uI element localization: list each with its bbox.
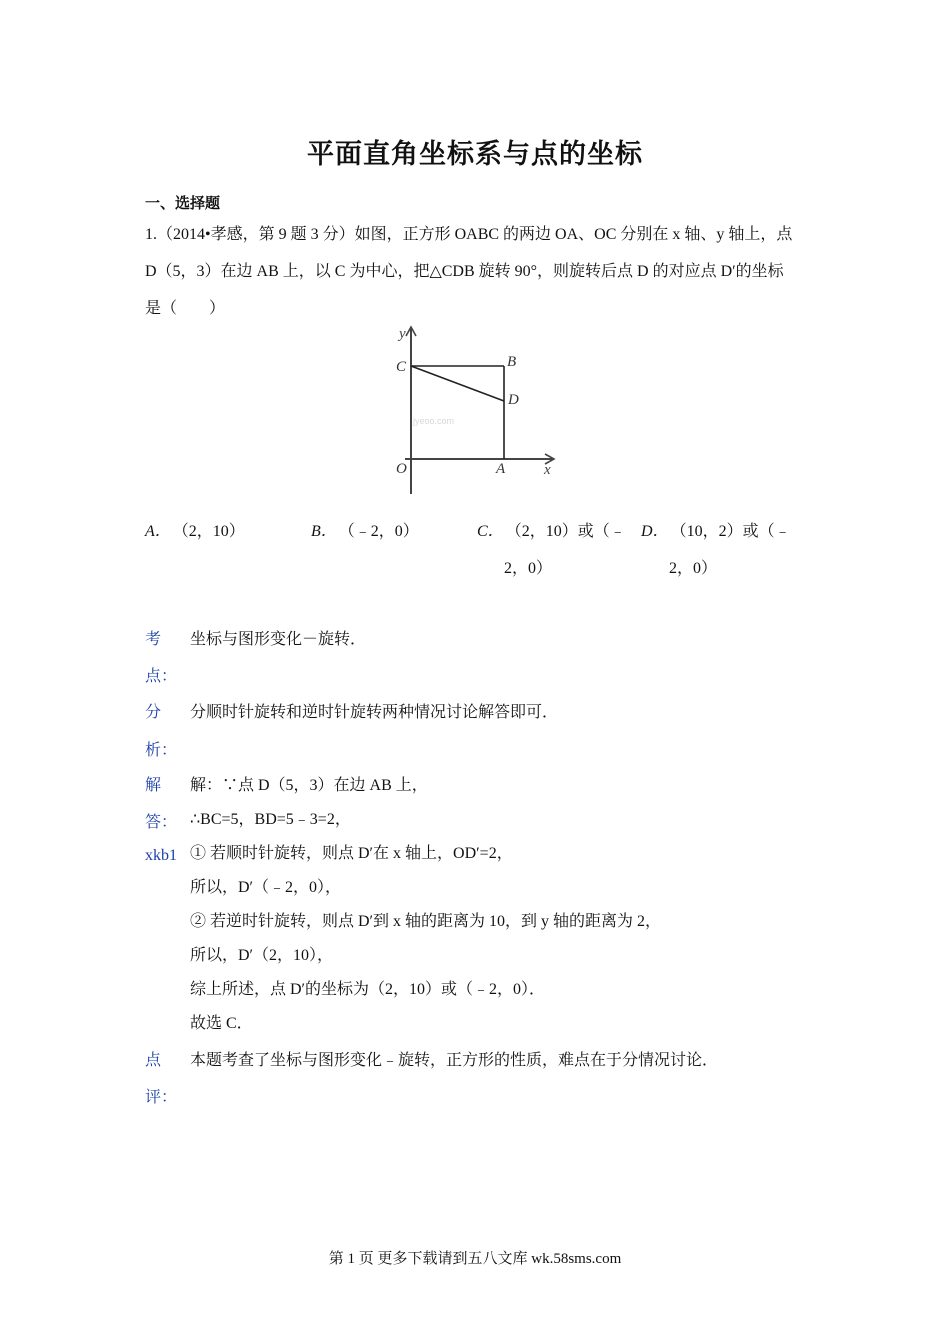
jieda-label-2: 答： [145, 814, 178, 831]
fenxi-label-2: 析： [145, 742, 178, 759]
label-d: D [508, 392, 519, 408]
kaodian-label-1: 考 [145, 631, 162, 648]
dianping-label-2: 评： [145, 1089, 178, 1106]
label-a: A [496, 461, 506, 477]
question-line-3: 是（ ） [145, 300, 226, 317]
page-footer: 第 1 页 更多下载请到五八文库 wk.58sms.com [328, 1251, 622, 1267]
kaodian-label-2: 点： [145, 668, 178, 685]
option-b-text: （﹣2，0） [346, 523, 419, 540]
section-heading: 一、选择题 [145, 194, 221, 212]
label-y: y [399, 326, 406, 342]
question-line-1: 1.（2014•孝感，第 9 题 3 分）如图，正方形 OABC 的两边 OA、OC 分别在 x 轴、y 轴上，点 [145, 226, 793, 243]
page-title: 平面直角坐标系与点的坐标 [307, 139, 643, 170]
option-d-letter: D． [641, 523, 669, 540]
option-a-text: （2，10） [180, 523, 245, 540]
solution-line: 所以，D′（2，10）， [190, 947, 334, 964]
option-a[interactable] [145, 518, 245, 541]
option-c-text-2: 2，0） [504, 560, 553, 577]
option-b-letter: B． [311, 523, 337, 540]
solution-line: ∴BC=5，BD=5﹣3=2， [190, 811, 351, 828]
fenxi-text: 分顺时针旋转和逆时针旋转两种情况讨论解答即可． [190, 704, 559, 721]
label-c: C [396, 359, 407, 375]
option-a-letter: A． [145, 523, 171, 540]
option-b[interactable] [311, 518, 419, 541]
solution-line: 故选 C． [190, 1015, 253, 1032]
solution-line: 所以，D′（﹣2，0）， [190, 879, 342, 896]
option-c-letter: C． [477, 523, 504, 540]
label-b: B [507, 354, 517, 370]
dianping-label-1: 点 [145, 1052, 162, 1069]
label-o: O [396, 461, 407, 477]
option-d[interactable] [641, 518, 791, 541]
segment-cd [411, 366, 504, 401]
label-x: x [544, 462, 551, 478]
option-d-text-2: 2，0） [669, 560, 718, 577]
question-line-2: D（5，3）在边 AB 上，以 C 为中心，把△CDB 旋转 90°，则旋转后点 D 的对应点 D′的坐标 [145, 263, 784, 280]
dianping-text: 本题考查了坐标与图形变化﹣旋转，正方形的性质，难点在于分情况讨论． [190, 1052, 719, 1069]
kaodian-text: 坐标与图形变化－旋转． [190, 631, 367, 648]
jieda-label-1: 解 [145, 777, 162, 794]
option-c-text-1: （2，10）或（﹣ [513, 523, 626, 540]
square-figure [385, 322, 565, 497]
option-c[interactable] [477, 518, 626, 541]
solution-line: ② 若逆时针旋转，则点 D′到 x 轴的距离为 10，到 y 轴的距离为 2， [190, 913, 662, 930]
solution-line: 解：∵点 D（5，3）在边 AB 上， [190, 777, 428, 794]
option-d-text-1: （10，2）或（﹣ [678, 523, 791, 540]
solution-line: ① 若顺时针旋转，则点 D′在 x 轴上，OD′=2， [190, 845, 513, 862]
fenxi-label-1: 分 [145, 704, 162, 721]
solution-line: 综上所述，点 D′的坐标为（2，10）或（﹣2，0）． [190, 981, 546, 998]
figure-watermark: jyeoo.com [413, 416, 455, 426]
jieda-watermark: xkb1 [145, 847, 177, 864]
